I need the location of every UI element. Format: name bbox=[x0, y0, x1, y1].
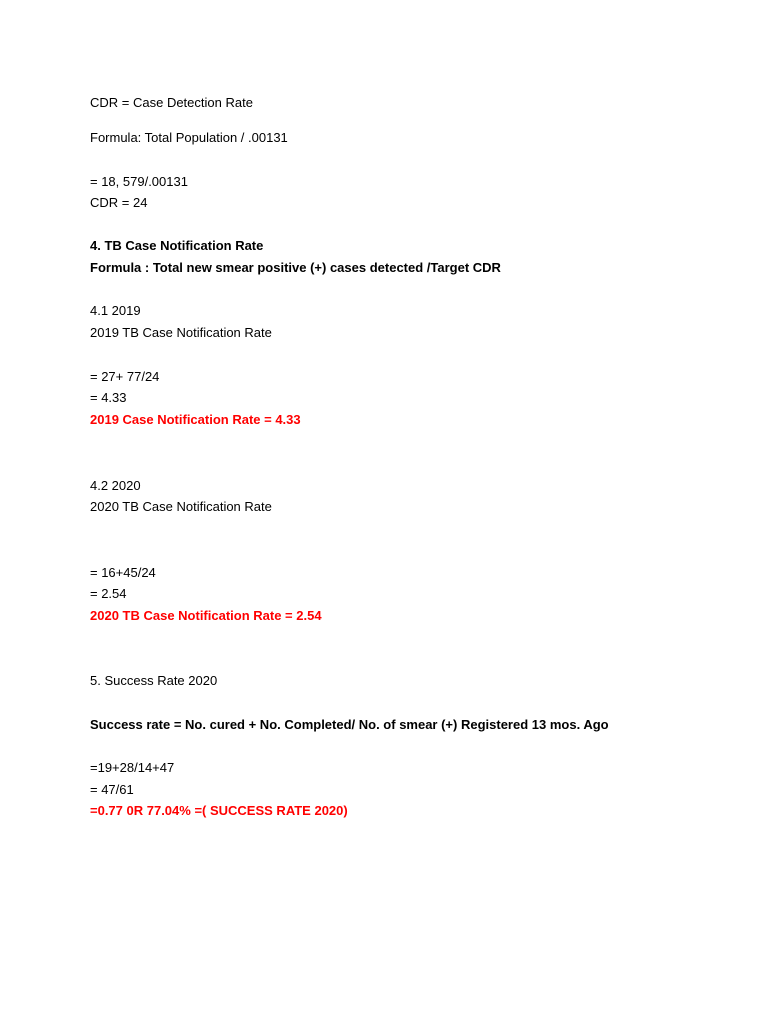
cdr-definition: CDR = Case Detection Rate bbox=[90, 95, 253, 110]
section-5-heading: 5. Success Rate 2020 bbox=[90, 673, 218, 688]
section-4-heading: 4. TB Case Notification Rate bbox=[90, 238, 264, 253]
cdr-result: CDR = 24 bbox=[90, 195, 148, 210]
section-4-2-title: 2020 TB Case Notification Rate bbox=[90, 499, 272, 514]
section-4-1-result: 2019 Case Notification Rate = 4.33 bbox=[90, 412, 301, 427]
section-4-2-value: = 2.54 bbox=[90, 586, 127, 601]
section-4-1-value: = 4.33 bbox=[90, 390, 127, 405]
section-4-2-calculation: = 16+45/24 bbox=[90, 565, 156, 580]
section-4-1-calculation: = 27+ 77/24 bbox=[90, 369, 160, 384]
section-4-1-heading: 4.1 2019 bbox=[90, 303, 141, 318]
section-5-result: =0.77 0R 77.04% =( SUCCESS RATE 2020) bbox=[90, 803, 348, 818]
cdr-calculation: = 18, 579/.00131 bbox=[90, 174, 188, 189]
section-5-calculation: =19+28/14+47 bbox=[90, 760, 175, 775]
section-4-formula: Formula : Total new smear positive (+) cases detected /Target CDR bbox=[90, 260, 501, 275]
section-4-1-title: 2019 TB Case Notification Rate bbox=[90, 325, 272, 340]
cdr-formula: Formula: Total Population / .00131 bbox=[90, 130, 288, 145]
section-5-fraction: = 47/61 bbox=[90, 782, 134, 797]
section-4-2-heading: 4.2 2020 bbox=[90, 478, 141, 493]
section-5-formula: Success rate = No. cured + No. Completed/ No. of smear (+) Registered 13 mos. Ago bbox=[90, 717, 609, 732]
section-4-2-result: 2020 TB Case Notification Rate = 2.54 bbox=[90, 608, 322, 623]
